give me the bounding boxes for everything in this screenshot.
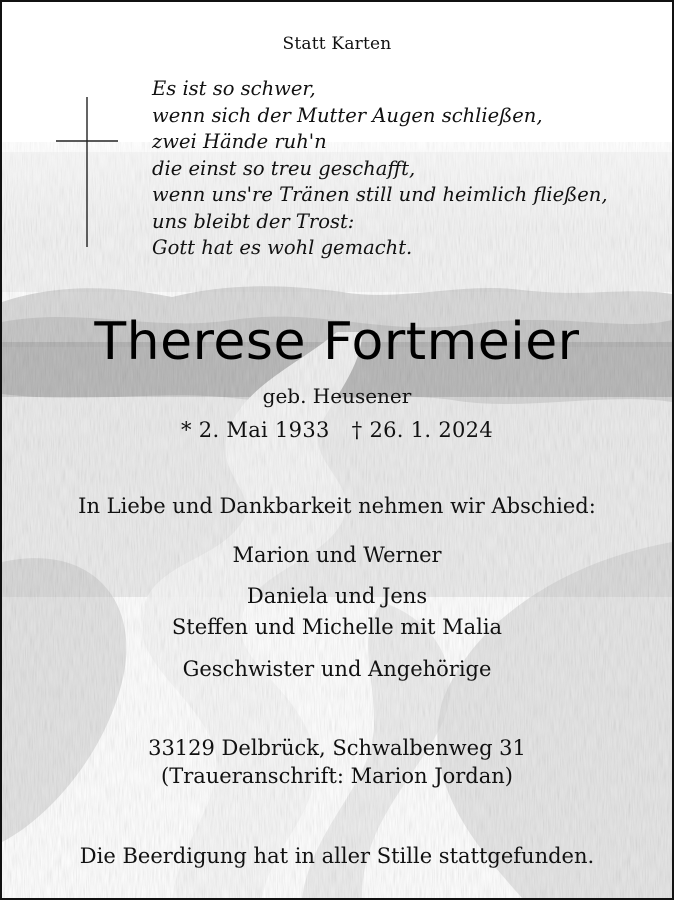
mourner-line: Geschwister und Angehörige — [182, 657, 492, 681]
mourner-line: Steffen und Michelle mit Malia — [171, 615, 503, 639]
poem-line: wenn sich der Mutter Augen schließen, — [152, 103, 543, 127]
address-line: 33129 Delbrück, Schwalbenweg 31 — [148, 736, 526, 760]
death-date: † 26. 1. 2024 — [351, 418, 493, 442]
life-dates — [2, 418, 672, 442]
statt-karten-label: Statt Karten — [282, 34, 392, 54]
poem-line: zwei Hände ruh'n — [152, 130, 327, 153]
mourning-address — [2, 734, 672, 790]
mourner-line: Marion und Werner — [232, 543, 442, 567]
maiden-name: geb. Heusener — [262, 384, 412, 408]
poem-line: wenn uns're Tränen still und heimlich fließen, — [152, 183, 608, 206]
mourners-list — [2, 540, 672, 685]
address-line: (Traueranschrift: Marion Jordan) — [161, 764, 513, 788]
cross-icon — [56, 97, 118, 247]
birth-date: * 2. Mai 1933 — [181, 418, 330, 442]
funeral-notice: Die Beerdigung hat in aller Stille stattgefunden. — [79, 844, 595, 868]
deceased-name: Therese Fortmeier — [94, 312, 580, 372]
poem-line: Gott hat es wohl gemacht. — [152, 236, 413, 259]
farewell-text: In Liebe und Dankbarkeit nehmen wir Abschied: — [78, 494, 596, 518]
poem-line: die einst so treu geschafft, — [152, 156, 416, 180]
poem — [152, 76, 608, 262]
mourner-line: Daniela und Jens — [246, 584, 428, 608]
poem-line: Es ist so schwer, — [152, 77, 316, 100]
poem-line: uns bleibt der Trost: — [152, 209, 355, 233]
